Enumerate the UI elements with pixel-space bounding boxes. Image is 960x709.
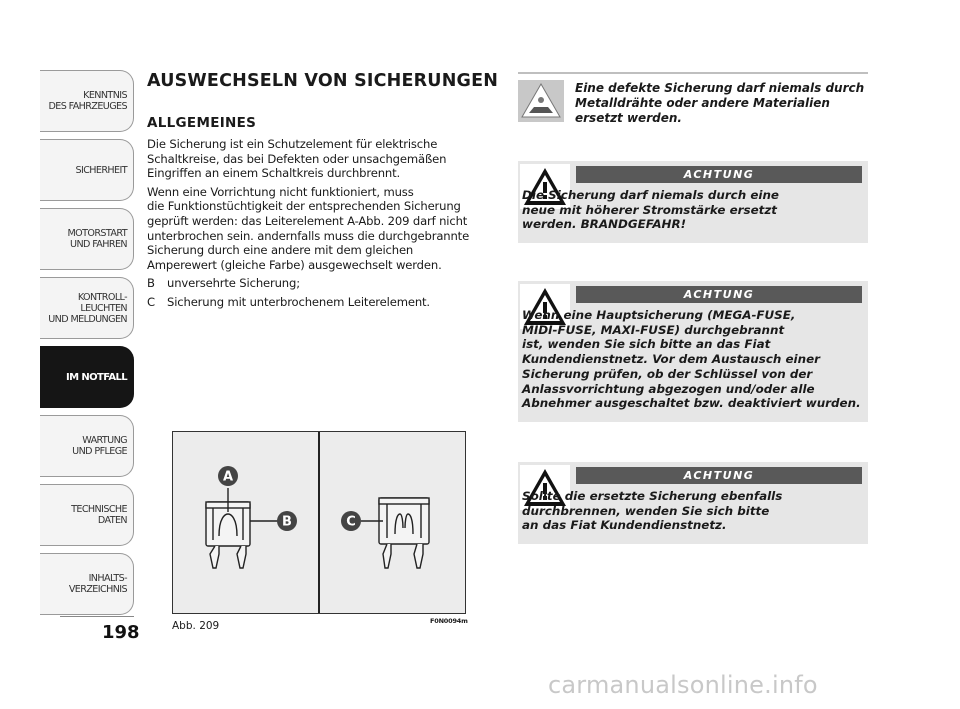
tab-label: MOTORSTART UND FAHREN <box>67 228 127 250</box>
label-b-text: B <box>282 514 292 530</box>
right-column-rule <box>518 72 868 74</box>
label-a <box>218 466 238 486</box>
warning-text: Wenn eine Hauptsicherung (MEGA-FUSE, MIDI-FUSE, MAXI-FUSE) durchgebrannt ist, wenden Sie sich bitte an das Fiat Kundendienstnetz. Vor dem Austausch einer Sicherung prüfen, ob der Schlüssel von der Anlassvorrichtung abgezogen und/oder alle Abnehmer ausgeschaltet bzw. deaktiviert wurden. <box>522 308 861 411</box>
tab-sicherheit[interactable] <box>40 139 134 201</box>
figure-code: F0N0094m <box>430 617 468 625</box>
warning-header: ACHTUNG <box>576 286 862 303</box>
page-title: AUSWECHSELN VON SICHERUNGEN <box>147 71 499 91</box>
tab-label: WARTUNG UND PFLEGE <box>72 435 127 457</box>
warning-text: Die Sicherung darf niemals durch eine neue mit höherer Stromstärke ersetzt werden. BRANDGEFAHR! <box>522 188 780 232</box>
tab-technische-daten[interactable] <box>40 484 134 546</box>
label-c <box>341 511 361 531</box>
label-a-text: A <box>222 469 234 485</box>
tab-wartung[interactable] <box>40 415 134 477</box>
label-b <box>277 511 297 531</box>
legend-item <box>147 276 497 291</box>
tab-kenntnis[interactable] <box>40 70 134 132</box>
tab-label: KENNTNIS DES FAHRZEUGES <box>48 90 127 112</box>
paragraph: Wenn eine Vorrichtung nicht funktioniert, muss die Funktionstüchtigkeit der entsprechenden Sicherung geprüft werden: das Leiterelement A-Abb. 209 darf nicht unterbrochen sein. andernfalls muss die durchgebrannte Sicherung durch eine andere mit dem gleichen Amperewert (gleiche Farbe) ausgewechselt werden. <box>147 184 470 272</box>
label-c-text: C <box>346 514 356 530</box>
tab-im-notfall[interactable] <box>40 346 134 408</box>
tab-kontrollleuchten[interactable] <box>40 277 134 339</box>
legend-item <box>147 295 497 310</box>
blown-fuse <box>379 498 429 568</box>
watermark: carmanualsonline.info <box>548 671 818 699</box>
legend-key: B <box>147 276 155 291</box>
tab-label: INHALTS- VERZEICHNIS <box>68 573 127 595</box>
paragraph: Die Sicherung ist ein Schutzelement für elektrische Schaltkreise, das bei Defekten oder unsachgemäßen Eingriffen an einem Schaltkreis durchbrennt. <box>147 137 447 181</box>
page-number: 198 <box>102 622 140 643</box>
environment-icon <box>518 80 564 122</box>
warning-text: Sollte die ersetzte Sicherung ebenfalls durchbrennen, wenden Sie sich bitte an das Fiat Kundendienstnetz. <box>522 489 783 533</box>
page-number-rule <box>60 616 134 617</box>
fuse-figure <box>172 431 466 614</box>
note-text: Eine defekte Sicherung darf niemals durch Metalldrähte oder andere Materialien ersetzt werden. <box>575 81 865 125</box>
tab-label: KONTROLL- LEUCHTEN UND MELDUNGEN <box>48 291 127 325</box>
legend-text: unversehrte Sicherung; <box>167 276 300 291</box>
warning-header: ACHTUNG <box>576 166 862 183</box>
chapter-tabs <box>40 70 134 622</box>
warning-header: ACHTUNG <box>576 467 862 484</box>
body-text <box>147 137 497 314</box>
fuse-illustration <box>173 432 467 615</box>
figure-caption: Abb. 209 <box>172 620 220 632</box>
section-subtitle: ALLGEMEINES <box>147 115 257 131</box>
legend-text: Sicherung mit unterbrochenem Leiterelement. <box>167 294 430 309</box>
tab-label: SICHERHEIT <box>75 164 127 176</box>
tab-label: IM NOTFALL <box>65 371 127 383</box>
tab-motorstart[interactable] <box>40 208 134 270</box>
tab-inhaltsverzeichnis[interactable] <box>40 553 134 615</box>
tab-label: TECHNISCHE DATEN <box>71 504 127 526</box>
legend-key: C <box>147 294 155 309</box>
